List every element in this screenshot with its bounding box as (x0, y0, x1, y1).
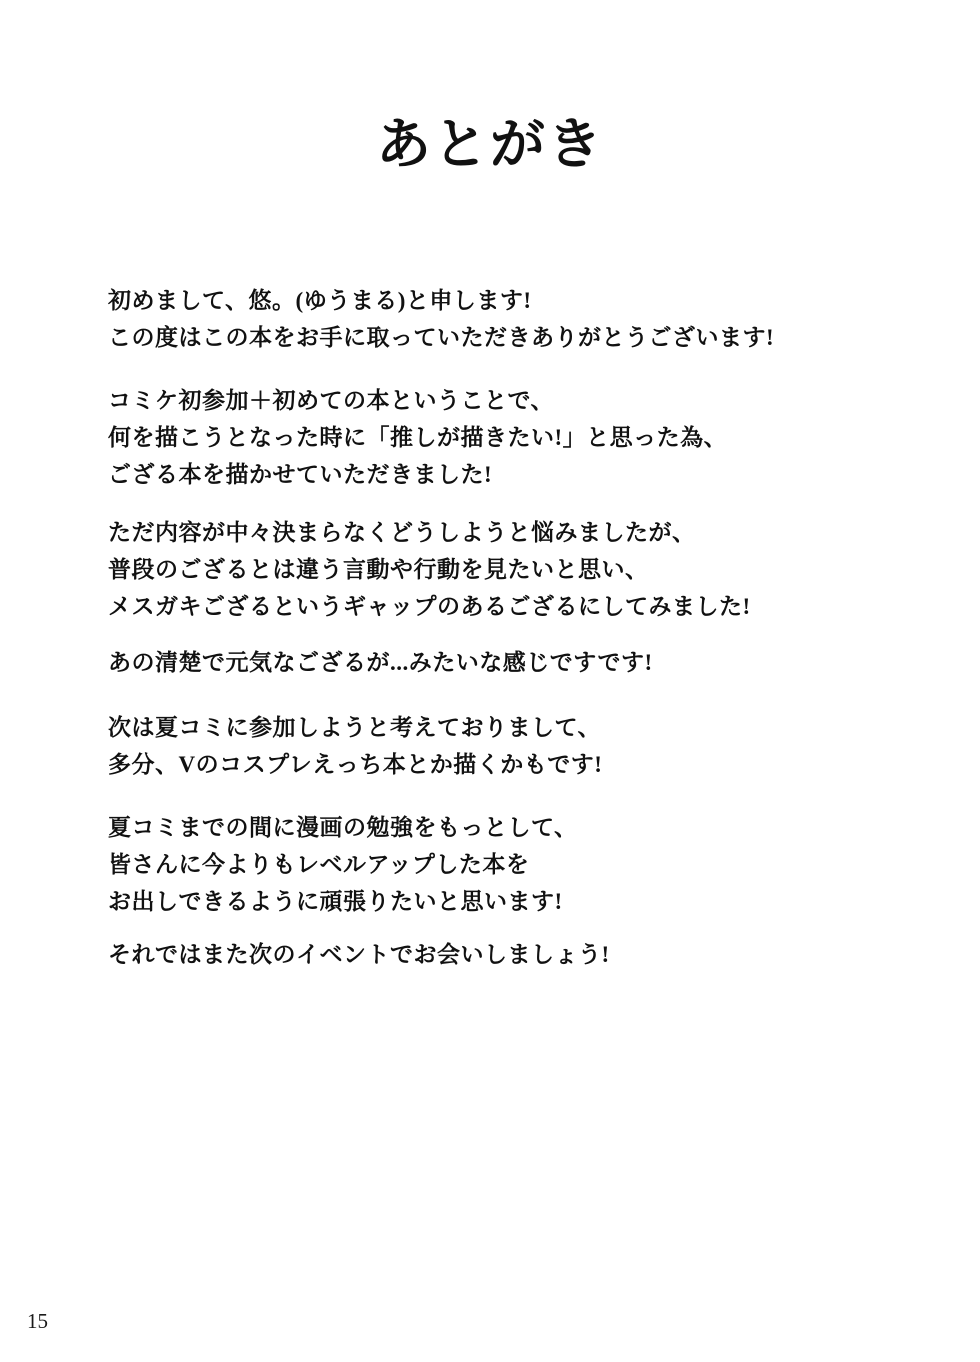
text-line: ござる本を描かせていただきました! (108, 462, 493, 487)
paragraph-next-event (108, 709, 898, 783)
paragraph-concept (108, 514, 898, 625)
text-line: お出しできるように頑張りたいと思います! (108, 889, 563, 914)
text-line: この度はこの本をお手に取っていただきありがとうございます! (108, 325, 775, 350)
text-line: ただ内容が中々決まらなくどうしようと悩みましたが、 (108, 520, 696, 545)
paragraph-greeting (108, 282, 898, 356)
text-line: コミケ初参加＋初めての本ということで、 (108, 388, 555, 413)
text-line: あの清楚で元気なござるが...みたいな感じですです! (108, 650, 653, 675)
paragraph-farewell (108, 936, 898, 973)
text-line: 皆さんに今よりもレベルアップした本を (108, 852, 530, 877)
page-title: あとがき (375, 114, 604, 175)
text-line: 何を描こうとなった時に「推しが描きたい!」と思った為、 (108, 425, 728, 450)
text-line: それではまた次のイベントでお会いしましょう! (108, 942, 610, 967)
text-line: 次は夏コミに参加しようと考えておりまして、 (108, 715, 602, 740)
text-line: 多分、Vのコスプレえっち本とか描くかもです! (108, 752, 603, 777)
text-line: 普段のござるとは違う言動や行動を見たいと思い、 (108, 557, 649, 582)
text-line: 初めまして、悠。(ゆうまる)と申します! (108, 288, 532, 313)
paragraph-impression (108, 644, 898, 681)
paragraph-first-comiket (108, 382, 898, 493)
text-line: メスガキござるというギャップのあるござるにしてみました! (108, 594, 751, 619)
paragraph-resolution (108, 809, 898, 920)
page-number: 15 (27, 1309, 48, 1333)
text-line: 夏コミまでの間に漫画の勉強をもっとして、 (108, 815, 578, 840)
afterword-body (108, 282, 898, 973)
